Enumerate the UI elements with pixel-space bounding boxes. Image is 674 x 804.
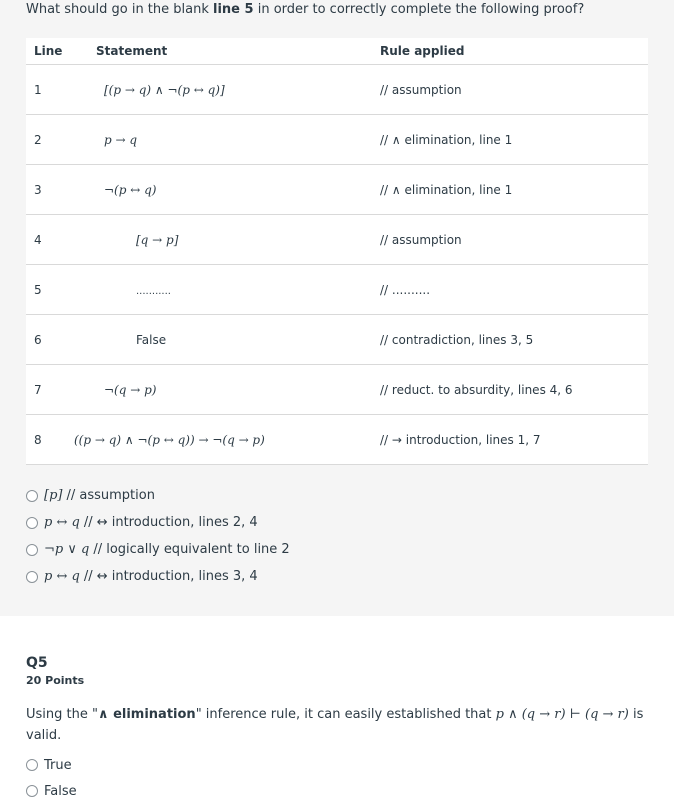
proof-row <box>26 115 648 165</box>
proof-row <box>26 315 648 365</box>
question-5-text <box>26 704 650 746</box>
proof-table <box>26 38 648 465</box>
statement: [(p → q) ∧ ¬(p ↔ q)] <box>104 82 225 97</box>
option-true[interactable] <box>26 752 77 778</box>
line-number: 6 <box>26 315 96 365</box>
statement: ((p → q) ∧ ¬(p ↔ q)) → ¬(q → p) <box>74 432 265 447</box>
header-rule: Rule applied <box>380 38 648 65</box>
option-3[interactable] <box>26 536 290 563</box>
statement: ¬(p ↔ q) <box>104 182 157 197</box>
q5-text-prefix: Using the " <box>26 707 98 722</box>
question-prefix: What should go in the blank <box>26 2 214 17</box>
radio-button[interactable] <box>26 490 38 502</box>
line-number: 2 <box>26 115 96 165</box>
question-5-options <box>26 752 77 804</box>
option-false[interactable] <box>26 778 77 804</box>
option-text: // logically equivalent to line 2 <box>93 542 290 557</box>
line-number: 8 <box>26 415 96 465</box>
rule: // contradiction, lines 3, 5 <box>380 315 648 365</box>
proof-row <box>26 215 648 265</box>
proof-row <box>26 265 648 315</box>
q5-text-mid: " inference rule, it can easily established that <box>195 707 496 722</box>
option-text: // ↔ introduction, lines 2, 4 <box>83 515 258 530</box>
question-suffix: in order to correctly complete the following proof? <box>253 2 585 17</box>
radio-button[interactable] <box>26 759 38 771</box>
rule: // assumption <box>380 65 648 115</box>
line-number: 1 <box>26 65 96 115</box>
option-math: [p] <box>44 488 63 503</box>
statement-blank: ........... <box>136 285 171 297</box>
proof-row <box>26 165 648 215</box>
option-text: // ↔ introduction, lines 3, 4 <box>83 569 258 584</box>
option-math: p ↔ q <box>44 569 80 584</box>
question-4-options <box>26 482 290 590</box>
question-5-title: Q5 <box>26 655 48 671</box>
rule: // → introduction, lines 1, 7 <box>380 415 648 465</box>
option-4[interactable] <box>26 563 290 590</box>
radio-button[interactable] <box>26 544 38 556</box>
proof-row <box>26 365 648 415</box>
radio-button[interactable] <box>26 785 38 797</box>
rule: // ∧ elimination, line 1 <box>380 115 648 165</box>
statement: p → q <box>104 132 138 147</box>
option-label: True <box>44 757 72 773</box>
option-math: ¬p ∨ q <box>44 542 90 557</box>
rule: // reduct. to absurdity, lines 4, 6 <box>380 365 648 415</box>
header-line: Line <box>26 38 96 65</box>
statement: [q → p] <box>136 232 179 247</box>
statement: False <box>136 332 167 347</box>
line-number: 3 <box>26 165 96 215</box>
line-number: 5 <box>26 265 96 315</box>
proof-row <box>26 415 648 465</box>
rule: // ∧ elimination, line 1 <box>380 165 648 215</box>
rule: // .......... <box>380 265 648 315</box>
q5-text-math: p ∧ (q → r) ⊢ (q → r) <box>495 707 629 722</box>
option-1[interactable] <box>26 482 290 509</box>
header-statement: Statement <box>96 38 380 65</box>
statement: ¬(q → p) <box>104 382 157 397</box>
proof-header-row <box>26 38 648 65</box>
rule: // assumption <box>380 215 648 265</box>
radio-button[interactable] <box>26 571 38 583</box>
radio-button[interactable] <box>26 517 38 529</box>
option-label: False <box>44 783 77 799</box>
question-4-text <box>26 2 584 17</box>
line-number: 7 <box>26 365 96 415</box>
proof-row <box>26 65 648 115</box>
q5-text-bold: ∧ elimination <box>97 707 196 722</box>
option-math: p ↔ q <box>44 515 80 530</box>
option-text: // assumption <box>66 488 155 503</box>
question-5-points: 20 Points <box>26 674 85 687</box>
question-bold: line 5 <box>213 2 254 17</box>
q5-text-suffix: is valid. <box>26 707 644 743</box>
option-2[interactable] <box>26 509 290 536</box>
line-number: 4 <box>26 215 96 265</box>
